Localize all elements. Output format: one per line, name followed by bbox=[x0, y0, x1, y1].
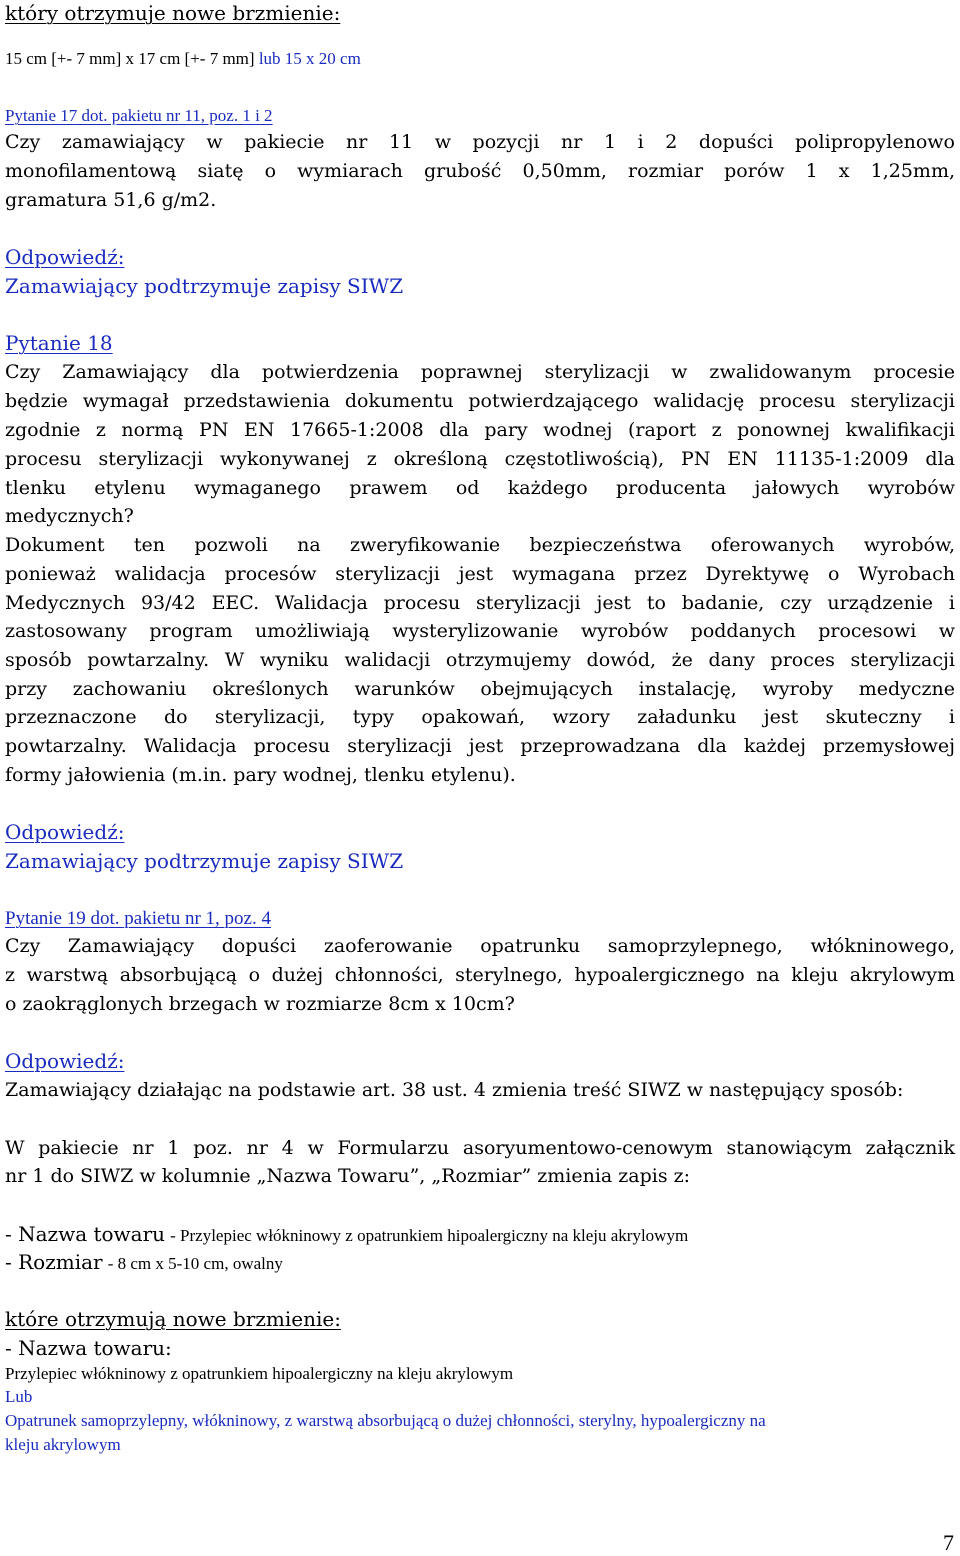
q17-line: monofilamentową siatę o wymiarach grubość 0,50mm, rozmiar porów 1 x 1,25mm, bbox=[5, 160, 955, 182]
q18-answer: Zamawiający podtrzymuje zapisy SIWZ bbox=[5, 849, 404, 873]
old-size-row bbox=[5, 1252, 283, 1272]
size-spec bbox=[5, 50, 361, 67]
page-number: 7 bbox=[943, 1530, 954, 1555]
or-text: Lub bbox=[5, 1387, 33, 1406]
alt-name-line: kleju akrylowym bbox=[5, 1435, 121, 1454]
new-name-value: Przylepiec włókninowy z opatrunkiem hipoalergiczny na kleju akrylowym bbox=[5, 1364, 514, 1383]
old-size-label: - Rozmiar bbox=[5, 1250, 103, 1274]
q17-line: Czy zamawiający w pakiecie nr 11 w pozycji nr 1 i 2 dopuści polipropylenowo bbox=[5, 131, 955, 153]
q18-line: zastosowany program umożliwiają wysterylizowanie wyrobów poddanych procesowi w bbox=[5, 620, 955, 642]
q18-title: Pytanie 18 bbox=[5, 331, 113, 355]
q18-line: przy zachowaniu określonych warunków obejmujących instalację, wyroby medyczne bbox=[5, 678, 955, 700]
q18-line: procesu sterylizacji wykonywanej z określoną częstotliwością), PN EN 11135-1:2009 dla bbox=[5, 448, 955, 470]
q18-line: sposób powtarzalny. W wyniku walidacji otrzymujemy dowód, że dany proces sterylizacji bbox=[5, 649, 955, 671]
q19-line: z warstwą absorbującą o dużej chłonności, sterylnego, hypoalergicznego na kleju akrylowym bbox=[5, 964, 955, 986]
q17-answer-label: Odpowiedź: bbox=[5, 245, 125, 269]
new-name-label: - Nazwa towaru: bbox=[5, 1336, 172, 1360]
q18-line: Czy Zamawiający dla potwierdzenia poprawnej sterylizacji w zwalidowanym procesie bbox=[5, 361, 955, 383]
q19-change-line: W pakiecie nr 1 poz. nr 4 w Formularzu asoryumentowo-cenowym stanowiącym załącznik bbox=[5, 1137, 955, 1159]
q18-line: medycznych? bbox=[5, 505, 134, 527]
q19-change-line: nr 1 do SIWZ w kolumnie „Nazwa Towaru”, „Rozmiar” zmienia zapis z: bbox=[5, 1165, 691, 1187]
q18-line: Medycznych 93/42 EEC. Walidacja procesu sterylizacji jest to badanie, czy urządzenie i bbox=[5, 592, 955, 614]
q19-line: Czy Zamawiający dopuści zaoferowanie opatrunku samoprzylepnego, włókninowego, bbox=[5, 935, 955, 957]
old-name-label: - Nazwa towaru bbox=[5, 1222, 166, 1246]
q18-line: zgodnie z normą PN EN 17665-1:2008 dla pary wodnej (raport z ponownej kwalifikacji bbox=[5, 419, 955, 441]
q18-answer-label: Odpowiedź: bbox=[5, 820, 125, 844]
q17-title: Pytanie 17 dot. pakietu nr 11, poz. 1 i 2 bbox=[5, 106, 273, 125]
q18-line: będzie wymagał przedstawienia dokumentu potwierdzającego walidację procesu sterylizacji bbox=[5, 390, 955, 412]
q19-answer-label: Odpowiedź: bbox=[5, 1049, 125, 1073]
alt-name-line: Opatrunek samoprzylepny, włókninowy, z warstwą absorbującą o dużej chłonności, sterylny, hypoalergiczny na bbox=[5, 1411, 766, 1430]
old-size-value: - 8 cm x 5-10 cm, owalny bbox=[107, 1254, 283, 1273]
new-wording-heading-2: które otrzymują nowe brzmienie: bbox=[5, 1307, 341, 1331]
q18-line: formy jałowienia (m.in. pary wodnej, tlenku etylenu). bbox=[5, 764, 516, 786]
size-spec-alt: lub 15 x 20 cm bbox=[258, 49, 361, 68]
q18-line: przeznaczone do sterylizacji, typy opakowań, wzory załadunku jest skuteczny i bbox=[5, 706, 955, 728]
size-spec-main: 15 cm [+- 7 mm] x 17 cm [+- 7 mm] bbox=[5, 49, 255, 68]
q18-line: Dokument ten pozwoli na zweryfikowanie bezpieczeństwa oferowanych wyrobów, bbox=[5, 534, 955, 556]
old-name-value: - Przylepiec włókninowy z opatrunkiem hipoalergiczny na kleju akrylowym bbox=[170, 1226, 689, 1245]
q17-line: gramatura 51,6 g/m2. bbox=[5, 189, 217, 211]
q18-line: powtarzalny. Walidacja procesu sterylizacji jest przeprowadzana dla każdej przemysłowej bbox=[5, 735, 955, 757]
old-name-row bbox=[5, 1224, 688, 1244]
q19-line: o zaokrąglonych brzegach w rozmiarze 8cm x 10cm? bbox=[5, 993, 515, 1015]
q19-title: Pytanie 19 dot. pakietu nr 1, poz. 4 bbox=[5, 908, 271, 929]
q17-answer: Zamawiający podtrzymuje zapisy SIWZ bbox=[5, 274, 404, 298]
new-wording-heading: który otrzymuje nowe brzmienie: bbox=[5, 1, 341, 25]
q19-answer: Zamawiający działając na podstawie art. 38 ust. 4 zmienia treść SIWZ w następujący sposób: bbox=[5, 1079, 904, 1101]
q18-line: tlenku etylenu wymaganego prawem od każdego producenta jałowych wyrobów bbox=[5, 477, 955, 499]
q18-line: ponieważ walidacja procesów sterylizacji jest wymagana przez Dyrektywę o Wyrobach bbox=[5, 563, 955, 585]
